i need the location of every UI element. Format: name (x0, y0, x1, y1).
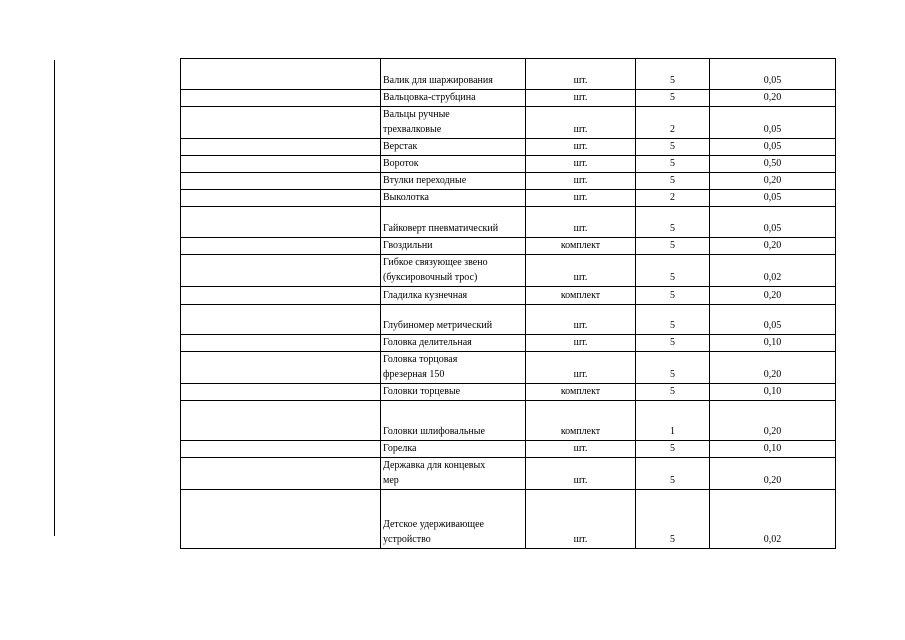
blank-cell (181, 352, 381, 384)
item-unit: комплект (526, 384, 636, 401)
item-norm: 0,20 (710, 90, 836, 107)
item-unit: шт. (526, 207, 636, 238)
item-norm: 0,02 (710, 255, 836, 287)
table-row (181, 441, 836, 458)
item-unit: шт. (526, 352, 636, 384)
item-norm: 0,50 (710, 156, 836, 173)
item-name: Втулки переходные (381, 173, 526, 190)
blank-cell (181, 173, 381, 190)
item-norm: 0,20 (710, 458, 836, 490)
blank-cell (181, 59, 381, 90)
item-name: Головка торцовая фрезерная 150 (381, 352, 526, 384)
table-row (181, 90, 836, 107)
table-row (181, 384, 836, 401)
item-unit: шт. (526, 490, 636, 549)
item-quantity: 5 (636, 458, 710, 490)
item-unit: шт. (526, 305, 636, 335)
item-unit: шт. (526, 173, 636, 190)
item-quantity: 2 (636, 190, 710, 207)
item-quantity: 5 (636, 207, 710, 238)
table-row (181, 207, 836, 238)
item-unit: шт. (526, 59, 636, 90)
item-unit: шт. (526, 190, 636, 207)
table-row (181, 238, 836, 255)
item-name: Вальцовка-струбцина (381, 90, 526, 107)
item-quantity: 5 (636, 139, 710, 156)
table-row (181, 139, 836, 156)
item-quantity: 5 (636, 335, 710, 352)
item-quantity: 1 (636, 401, 710, 441)
item-unit: шт. (526, 139, 636, 156)
blank-cell (181, 207, 381, 238)
item-norm: 0,20 (710, 401, 836, 441)
item-quantity: 5 (636, 441, 710, 458)
item-norm: 0,05 (710, 107, 836, 139)
item-name: Гайковерт пневматический (381, 207, 526, 238)
item-unit: шт. (526, 335, 636, 352)
table-row (181, 59, 836, 90)
left-margin-line (54, 60, 55, 536)
item-norm: 0,20 (710, 352, 836, 384)
blank-cell (181, 190, 381, 207)
item-unit: шт. (526, 458, 636, 490)
blank-cell (181, 384, 381, 401)
item-norm: 0,05 (710, 190, 836, 207)
blank-cell (181, 458, 381, 490)
table-row (181, 305, 836, 335)
item-norm: 0,10 (710, 441, 836, 458)
blank-cell (181, 255, 381, 287)
item-name: Глубиномер метрический (381, 305, 526, 335)
item-norm: 0,05 (710, 305, 836, 335)
table-row (181, 401, 836, 441)
item-name: Гвоздильни (381, 238, 526, 255)
item-quantity: 5 (636, 287, 710, 305)
equipment-table (180, 58, 836, 549)
blank-cell (181, 90, 381, 107)
item-norm: 0,20 (710, 238, 836, 255)
item-quantity: 5 (636, 490, 710, 549)
blank-cell (181, 156, 381, 173)
item-norm: 0,20 (710, 287, 836, 305)
item-norm: 0,10 (710, 384, 836, 401)
item-name: Головки шлифовальные (381, 401, 526, 441)
blank-cell (181, 287, 381, 305)
item-name: Гладилка кузнечная (381, 287, 526, 305)
table-row (181, 287, 836, 305)
item-name: Выколотка (381, 190, 526, 207)
item-name: Валик для шаржирования (381, 59, 526, 90)
item-unit: комплект (526, 401, 636, 441)
item-quantity: 5 (636, 384, 710, 401)
item-name: Державка для концевых мер (381, 458, 526, 490)
table-row (181, 352, 836, 384)
table-row (181, 490, 836, 549)
item-quantity: 5 (636, 305, 710, 335)
item-norm: 0,05 (710, 207, 836, 238)
item-unit: комплект (526, 238, 636, 255)
table-row (181, 190, 836, 207)
item-norm: 0,05 (710, 59, 836, 90)
item-quantity: 5 (636, 352, 710, 384)
blank-cell (181, 107, 381, 139)
blank-cell (181, 490, 381, 549)
item-norm: 0,02 (710, 490, 836, 549)
blank-cell (181, 335, 381, 352)
item-unit: шт. (526, 441, 636, 458)
blank-cell (181, 401, 381, 441)
item-quantity: 5 (636, 59, 710, 90)
item-name: Детское удерживающее устройство (381, 490, 526, 549)
item-norm: 0,10 (710, 335, 836, 352)
blank-cell (181, 139, 381, 156)
item-name: Головка делительная (381, 335, 526, 352)
item-quantity: 5 (636, 238, 710, 255)
blank-cell (181, 238, 381, 255)
item-unit: шт. (526, 90, 636, 107)
table-row (181, 335, 836, 352)
item-norm: 0,05 (710, 139, 836, 156)
item-quantity: 5 (636, 255, 710, 287)
item-name: Верстак (381, 139, 526, 156)
blank-cell (181, 305, 381, 335)
item-name: Горелка (381, 441, 526, 458)
table-row (181, 107, 836, 139)
item-norm: 0,20 (710, 173, 836, 190)
table-row (181, 255, 836, 287)
item-unit: шт. (526, 255, 636, 287)
item-name: Гибкое связующее звено (буксировочный трос) (381, 255, 526, 287)
item-unit: шт. (526, 156, 636, 173)
item-name: Вороток (381, 156, 526, 173)
item-quantity: 5 (636, 156, 710, 173)
item-name: Головки торцевые (381, 384, 526, 401)
blank-cell (181, 441, 381, 458)
table-row (181, 173, 836, 190)
item-unit: комплект (526, 287, 636, 305)
item-quantity: 5 (636, 90, 710, 107)
item-quantity: 5 (636, 173, 710, 190)
table-row (181, 458, 836, 490)
item-name: Вальцы ручные трехвалковые (381, 107, 526, 139)
table-row (181, 156, 836, 173)
item-quantity: 2 (636, 107, 710, 139)
item-unit: шт. (526, 107, 636, 139)
